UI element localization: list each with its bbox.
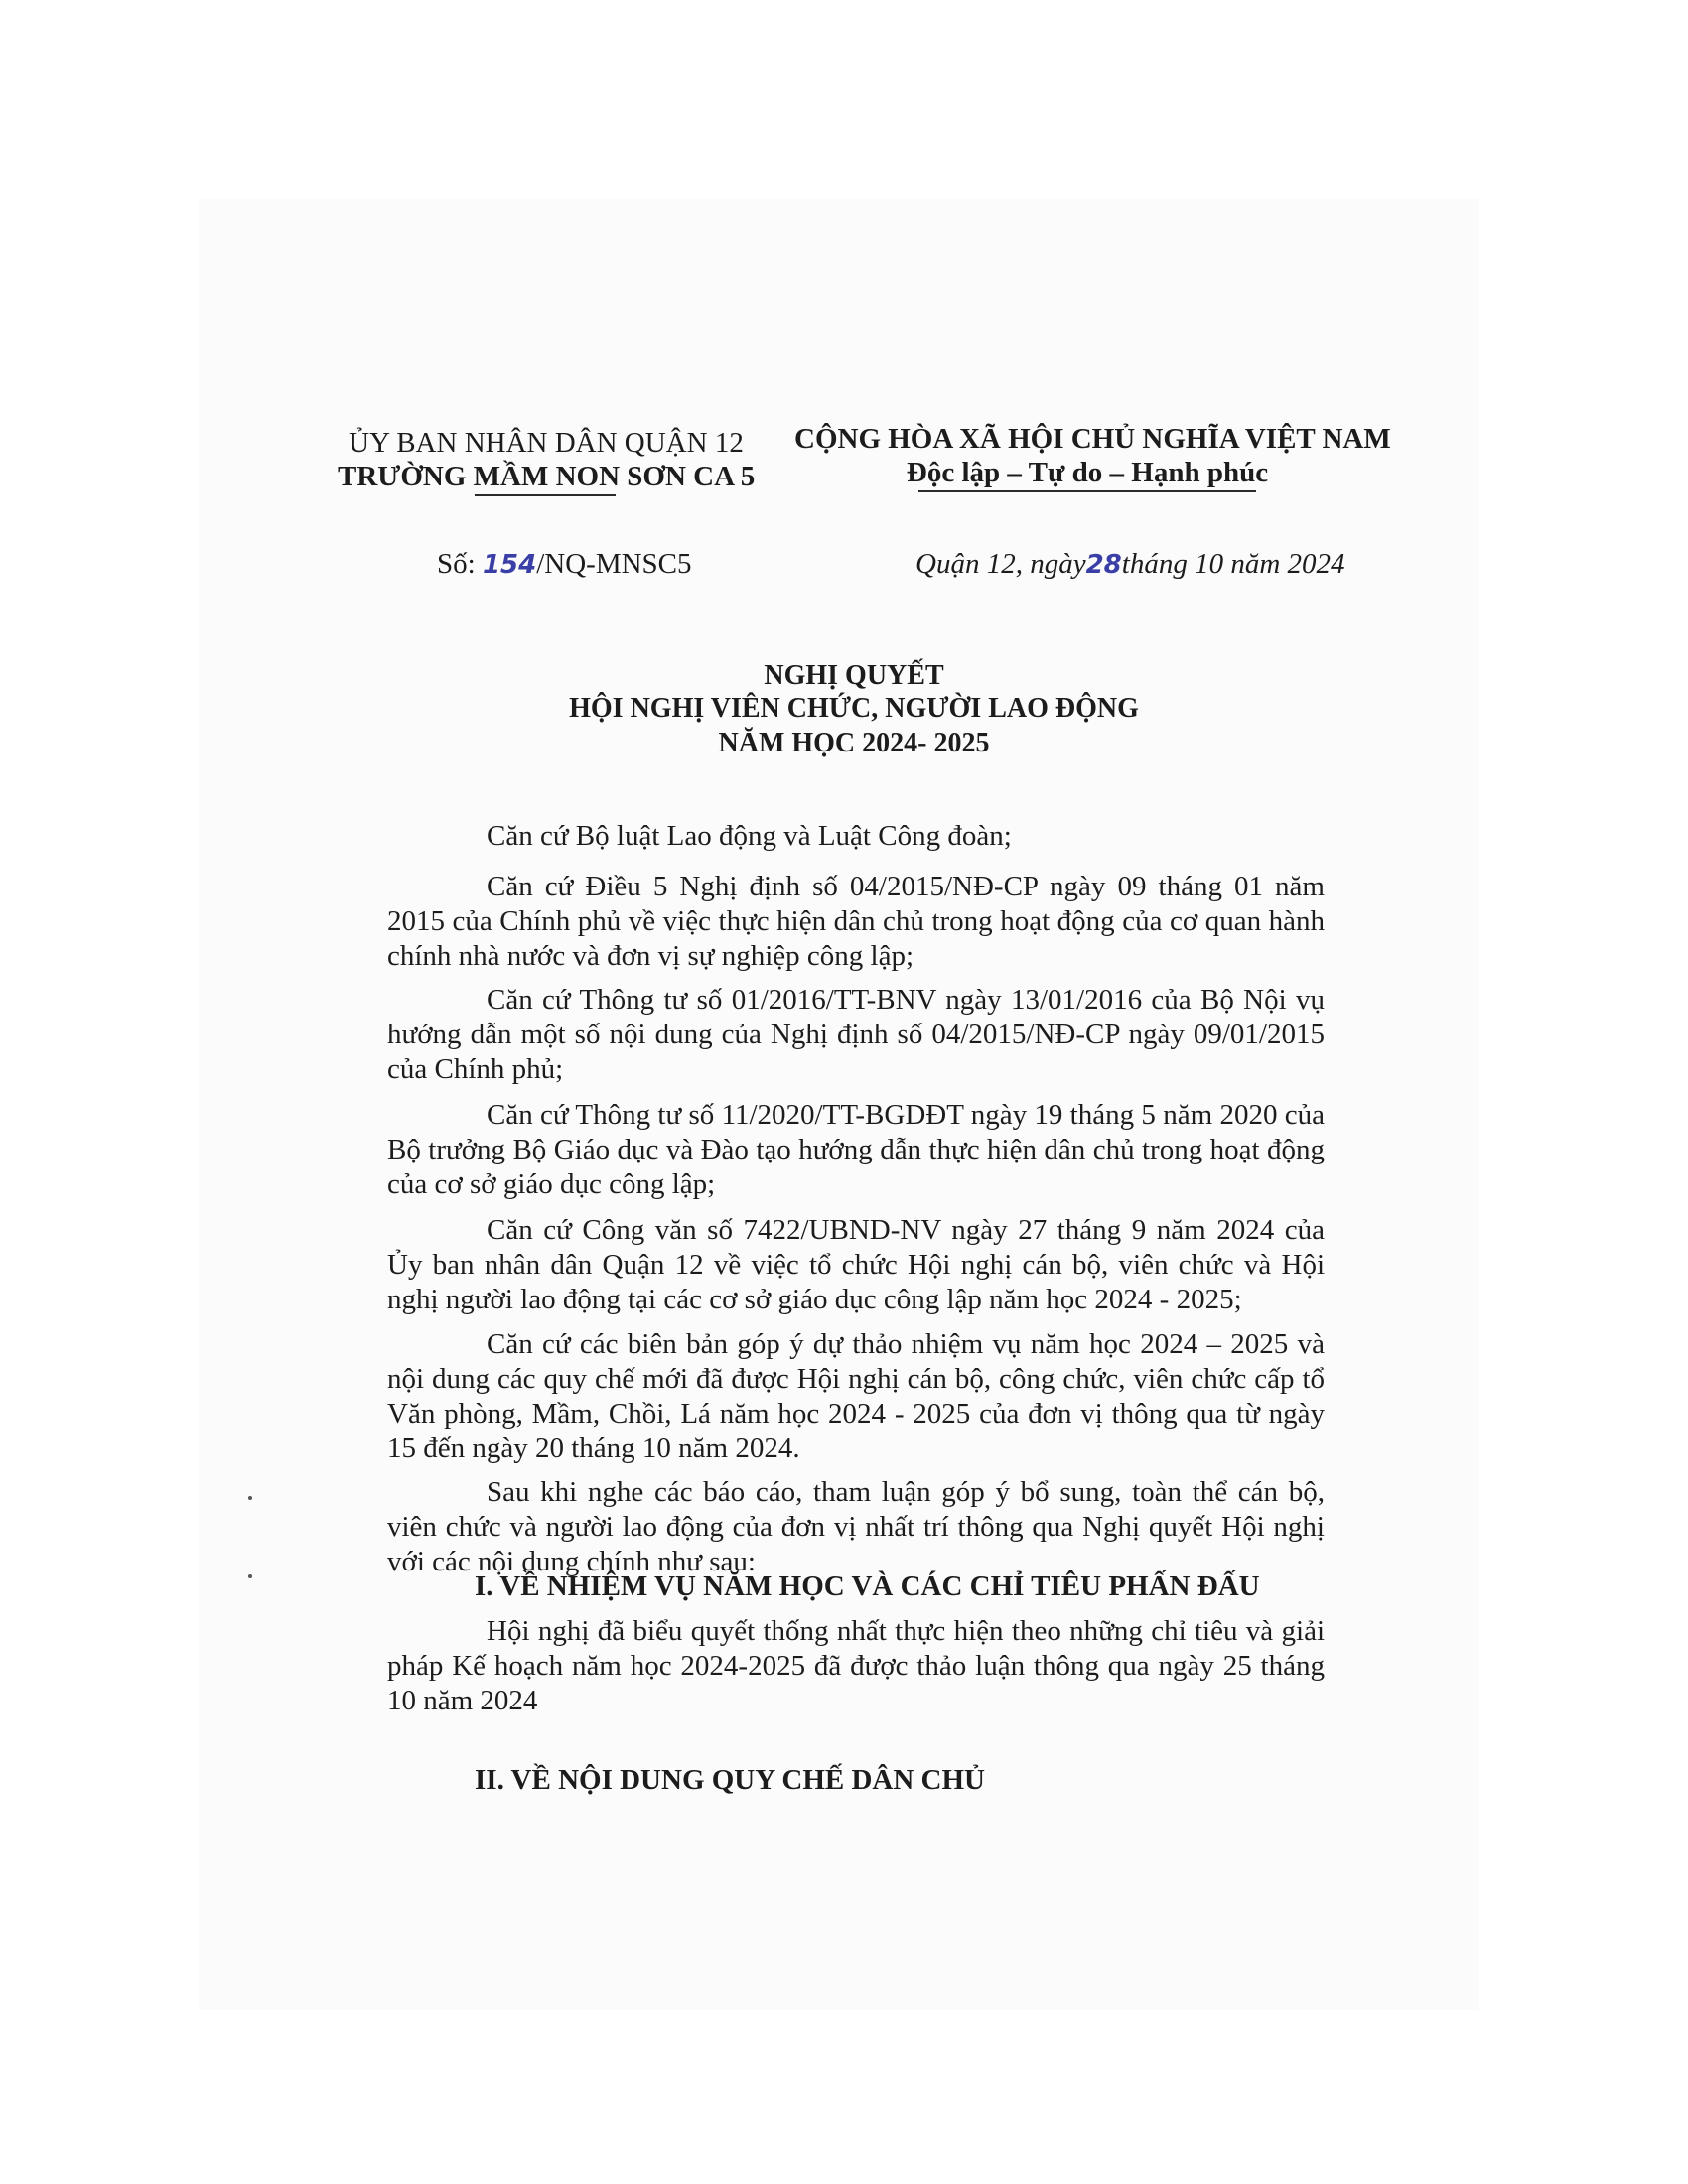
document-type: NGHỊ QUYẾT <box>764 660 944 691</box>
national-motto-underline <box>918 490 1256 492</box>
national-title: CỘNG HÒA XÃ HỘI CHỦ NGHĨA VIỆT NAM <box>794 423 1391 455</box>
scan-speck <box>248 1496 252 1500</box>
school-name: TRƯỜNG MẦM NON SƠN CA 5 <box>338 461 756 492</box>
basis-paragraph: Căn cứ Bộ luật Lao động và Luật Công đoàn; <box>487 820 1012 852</box>
school-year: NĂM HỌC 2024- 2025 <box>718 728 990 758</box>
basis-paragraph: Căn cứ các biên bản góp ý dự thảo nhiệm vụ năm học 2024 – 2025 và nội dung các quy chế mới đã được Hội nghị cán bộ, công chức, viên chức cấp tổ Văn phòng, Mầm, Chồi, Lá năm học 2024 - 2025 của đơn vị thông qua từ ngày 15 đến ngày 20 tháng 10 năm 2024. <box>387 1328 1325 1464</box>
scan-speck <box>248 1574 252 1578</box>
intro-paragraph: Sau khi nghe các báo cáo, tham luận góp ý bổ sung, toàn thể cán bộ, viên chức và người lao động của đơn vị nhất trí thông qua Nghị quyết Hội nghị với các nội dung chính như sau: <box>387 1476 1325 1577</box>
handwritten-day: 28 <box>1085 550 1122 580</box>
document-number: Số: 154/NQ-MNSC5 <box>437 548 692 580</box>
basis-paragraph: Căn cứ Điều 5 Nghị định số 04/2015/NĐ-CP ngày 09 tháng 01 năm 2015 của Chính phủ về việc thực hiện dân chủ trong hoạt động của cơ quan hành chính nhà nước và đơn vị sự nghiệp công lập; <box>387 871 1325 972</box>
basis-paragraph: Căn cứ Thông tư số 11/2020/TT-BGDĐT ngày 19 tháng 5 năm 2020 của Bộ trưởng Bộ Giáo dục và Đào tạo hướng dẫn thực hiện dân chủ trong hoạt động của cơ sở giáo dục công lập; <box>387 1099 1325 1200</box>
document-date: Quận 12, ngày28tháng 10 năm 2024 <box>915 548 1345 580</box>
section-2-heading: II. VỀ NỘI DUNG QUY CHẾ DÂN CHỦ <box>475 1764 985 1796</box>
school-name-underline <box>475 494 616 496</box>
handwritten-number: 154 <box>482 550 537 580</box>
section-1-body: Hội nghị đã biểu quyết thống nhất thực hiện theo những chỉ tiêu và giải pháp Kế hoạch năm học 2024-2025 đã được thảo luận thông qua ngày 25 tháng 10 năm 2024 <box>387 1615 1325 1716</box>
section-1-heading: I. VỀ NHIỆM VỤ NĂM HỌC VÀ CÁC CHỈ TIÊU PHẤN ĐẤU <box>475 1570 1260 1602</box>
national-motto: Độc lập – Tự do – Hạnh phúc <box>906 457 1269 488</box>
basis-paragraph: Căn cứ Công văn số 7422/UBND-NV ngày 27 tháng 9 năm 2024 của Ủy ban nhân dân Quận 12 về việc tổ chức Hội nghị cán bộ, viên chức và Hội nghị người lao động tại các cơ sở giáo dục công lập năm học 2024 - 2025; <box>387 1214 1325 1315</box>
basis-paragraph: Căn cứ Thông tư số 01/2016/TT-BNV ngày 13/01/2016 của Bộ Nội vụ hướng dẫn một số nội dung của Nghị định số 04/2015/NĐ-CP ngày 09/01/2015 của Chính phủ; <box>387 984 1325 1085</box>
agency-name: ỦY BAN NHÂN DÂN QUẬN 12 <box>349 427 744 459</box>
document-subject: HỘI NGHỊ VIÊN CHỨC, NGƯỜI LAO ĐỘNG <box>569 693 1139 724</box>
